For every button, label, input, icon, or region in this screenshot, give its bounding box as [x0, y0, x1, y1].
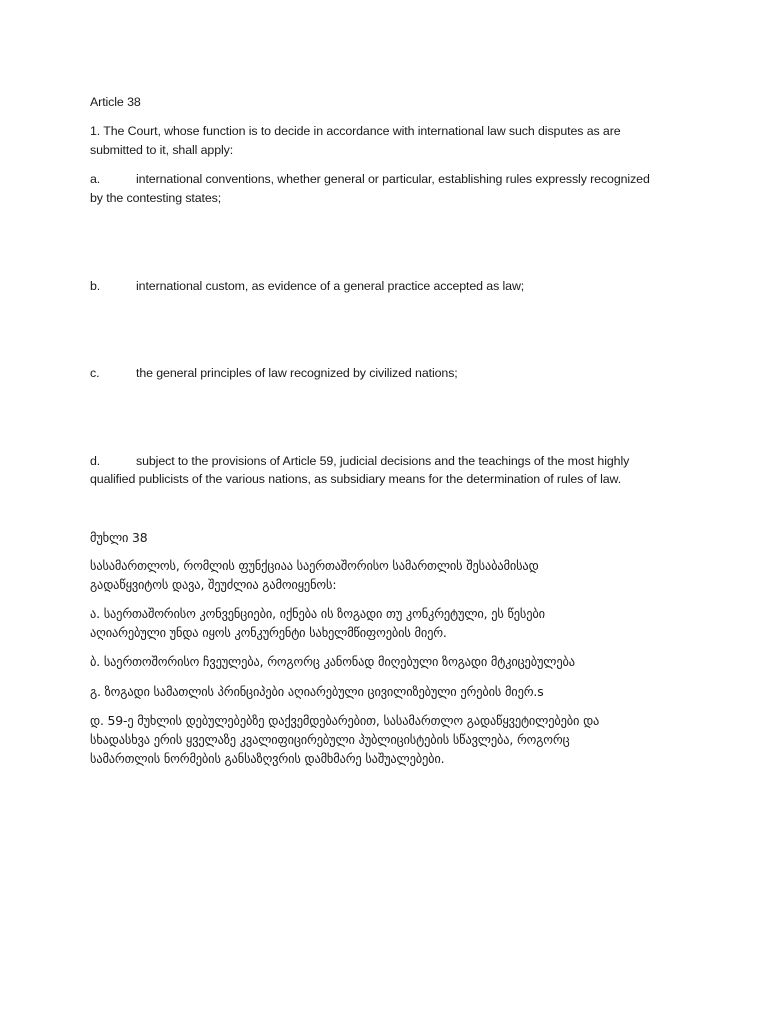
list-item-c-ka: გ. ზოგადი სამათლის პრინციპები აღიარებული ცივილიზებული ერების მიერ.s	[90, 684, 544, 699]
list-item-a-ka-line-2: აღიარებული უნდა იყოს კონკურენტი სახელმწიფოების მიერ.	[90, 625, 447, 640]
list-item-d-ka-line-3: სამართლის ნორმების განსაზღვრის დამხმარე საშუალებები.	[90, 751, 445, 766]
list-item-d-en-line-2: qualified publicists of the various nations, as subsidiary means for the determination of rules of law.	[90, 472, 622, 486]
item-text: subject to the provisions of Article 59, judicial decisions and the teachings of the most highly	[136, 454, 630, 468]
intro-line-2-en: submitted to it, shall apply:	[90, 143, 234, 157]
item-text: international conventions, whether general or particular, establishing rules expressly recognized	[136, 172, 650, 186]
intro-line-1-en: 1. The Court, whose function is to decide in accordance with international law such disputes as are	[90, 124, 621, 138]
item-text: international custom, as evidence of a general practice accepted as law;	[136, 279, 525, 293]
list-item-a-ka-line-1: ა. საერთაშორისო კონვენციები, იქნება ის ზოგადი თუ კონკრეტული, ეს წესები	[90, 606, 545, 621]
item-text: the general principles of law recognized by civilized nations;	[136, 366, 458, 380]
intro-line-1-ka: სასამართლოს, რომლის ფუნქციაა საერთაშორისო სამართლის შესაბამისად	[90, 558, 539, 573]
list-item-a-en-line-2: by the contesting states;	[90, 191, 222, 205]
list-item-d-ka-line-2: სხადასხვა ერის ყველაზე კვალიფიცირებული პუბლიცისტების სწავლება, როგორც	[90, 732, 570, 747]
item-label: c.	[90, 366, 100, 380]
article-heading-ka: მუხლი 38	[90, 530, 148, 545]
list-item-b-ka: ბ. საერთოშორისო ჩვეულება, როგორც კანონად მიღებული ზოგადი მტკიცებულება	[90, 654, 575, 669]
item-label: a.	[90, 172, 101, 186]
list-item-d-ka-line-1: დ. 59-ე მუხლის დებულებებზე დაქვემდებარებით, სასამართლო გადაწყვეტილებები და	[90, 713, 600, 728]
article-heading-en: Article 38	[90, 95, 141, 109]
intro-line-2-ka: გადაწყვიტოს დავა, შეუძლია გამოიყენოს:	[90, 577, 337, 592]
item-label: b.	[90, 279, 101, 293]
item-label: d.	[90, 454, 101, 468]
